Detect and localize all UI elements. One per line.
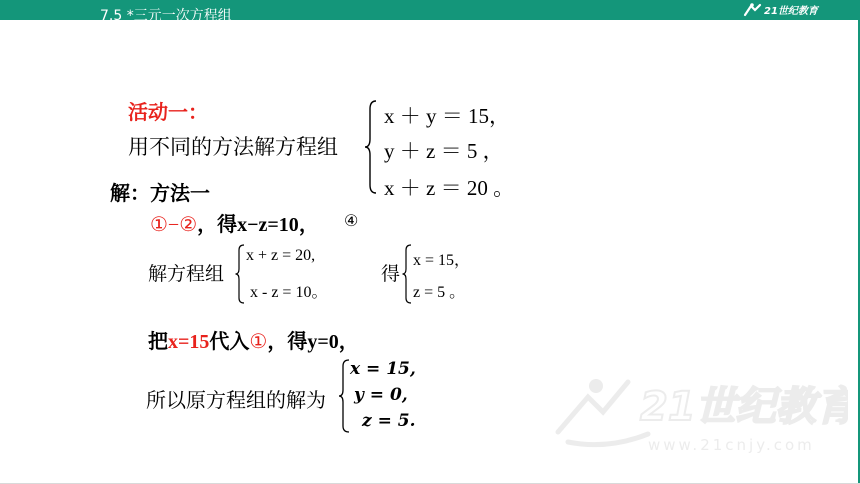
step-3-post: ，得 [267, 331, 308, 353]
step-2-result-2: z = 5 。 [413, 284, 466, 301]
answer-x: x = 15, [350, 359, 416, 379]
activity-prompt: 用不同的方法解方程组 [128, 135, 338, 159]
step-2-result-1: x = 15， [413, 252, 471, 269]
step-3-circled: ① [249, 331, 268, 353]
svg-text:21世纪教育: 21世纪教育 [764, 6, 818, 17]
step-3-pre: 把 [148, 331, 168, 353]
step-2-equation-1: x + z = 20, [246, 247, 316, 264]
answer-brace [338, 359, 350, 433]
step-1-mid: ，得 [197, 214, 238, 236]
step-1-equation: x−z=10 [237, 214, 299, 236]
equation-tag-4: ④ [344, 213, 359, 230]
system-equation-3: x ＋ z ＝ 20 。 [384, 176, 515, 200]
watermark-logo [548, 372, 848, 456]
step-3-end: ， [338, 331, 359, 353]
step-3-substitution: x=15 [168, 331, 210, 353]
step-4-prefix: 所以原方程组的解为 [146, 390, 326, 412]
svg-text:www.21cnjy.com: www.21cnjy.com [648, 436, 815, 454]
step-2-equation-2: x - z = 10。 [250, 284, 328, 301]
step-3-equation: y=0 [307, 331, 339, 353]
step-2-result-prefix: 得 [381, 264, 401, 285]
solution-label: 解：方法一 [110, 183, 210, 205]
answer-y: y = 0, [354, 385, 408, 405]
header-bar [0, 0, 860, 24]
svg-text:21世纪教育: 21世纪教育 [640, 384, 848, 430]
system-equation-2: y ＋ z ＝ 5 ， [384, 139, 504, 163]
step-3-mid: 代入 [209, 331, 250, 353]
step-1-end: ， [298, 214, 319, 236]
slide-title: 7.5 *三元一次方程组 [100, 8, 232, 24]
step-1-ops: ①−② [150, 214, 198, 236]
answer-z: z = 5. [362, 411, 416, 431]
step-1 [150, 208, 319, 237]
step-3 [148, 325, 359, 354]
system-equation-1: x ＋ y ＝ 15， [384, 104, 510, 128]
step-2-prefix: 解方程组 [148, 264, 225, 285]
step-2-result-brace [402, 244, 412, 304]
brand-logo [742, 2, 832, 18]
activity-title: 活动一： [128, 102, 208, 124]
step-2-brace [235, 244, 245, 304]
system-brace [364, 99, 378, 195]
